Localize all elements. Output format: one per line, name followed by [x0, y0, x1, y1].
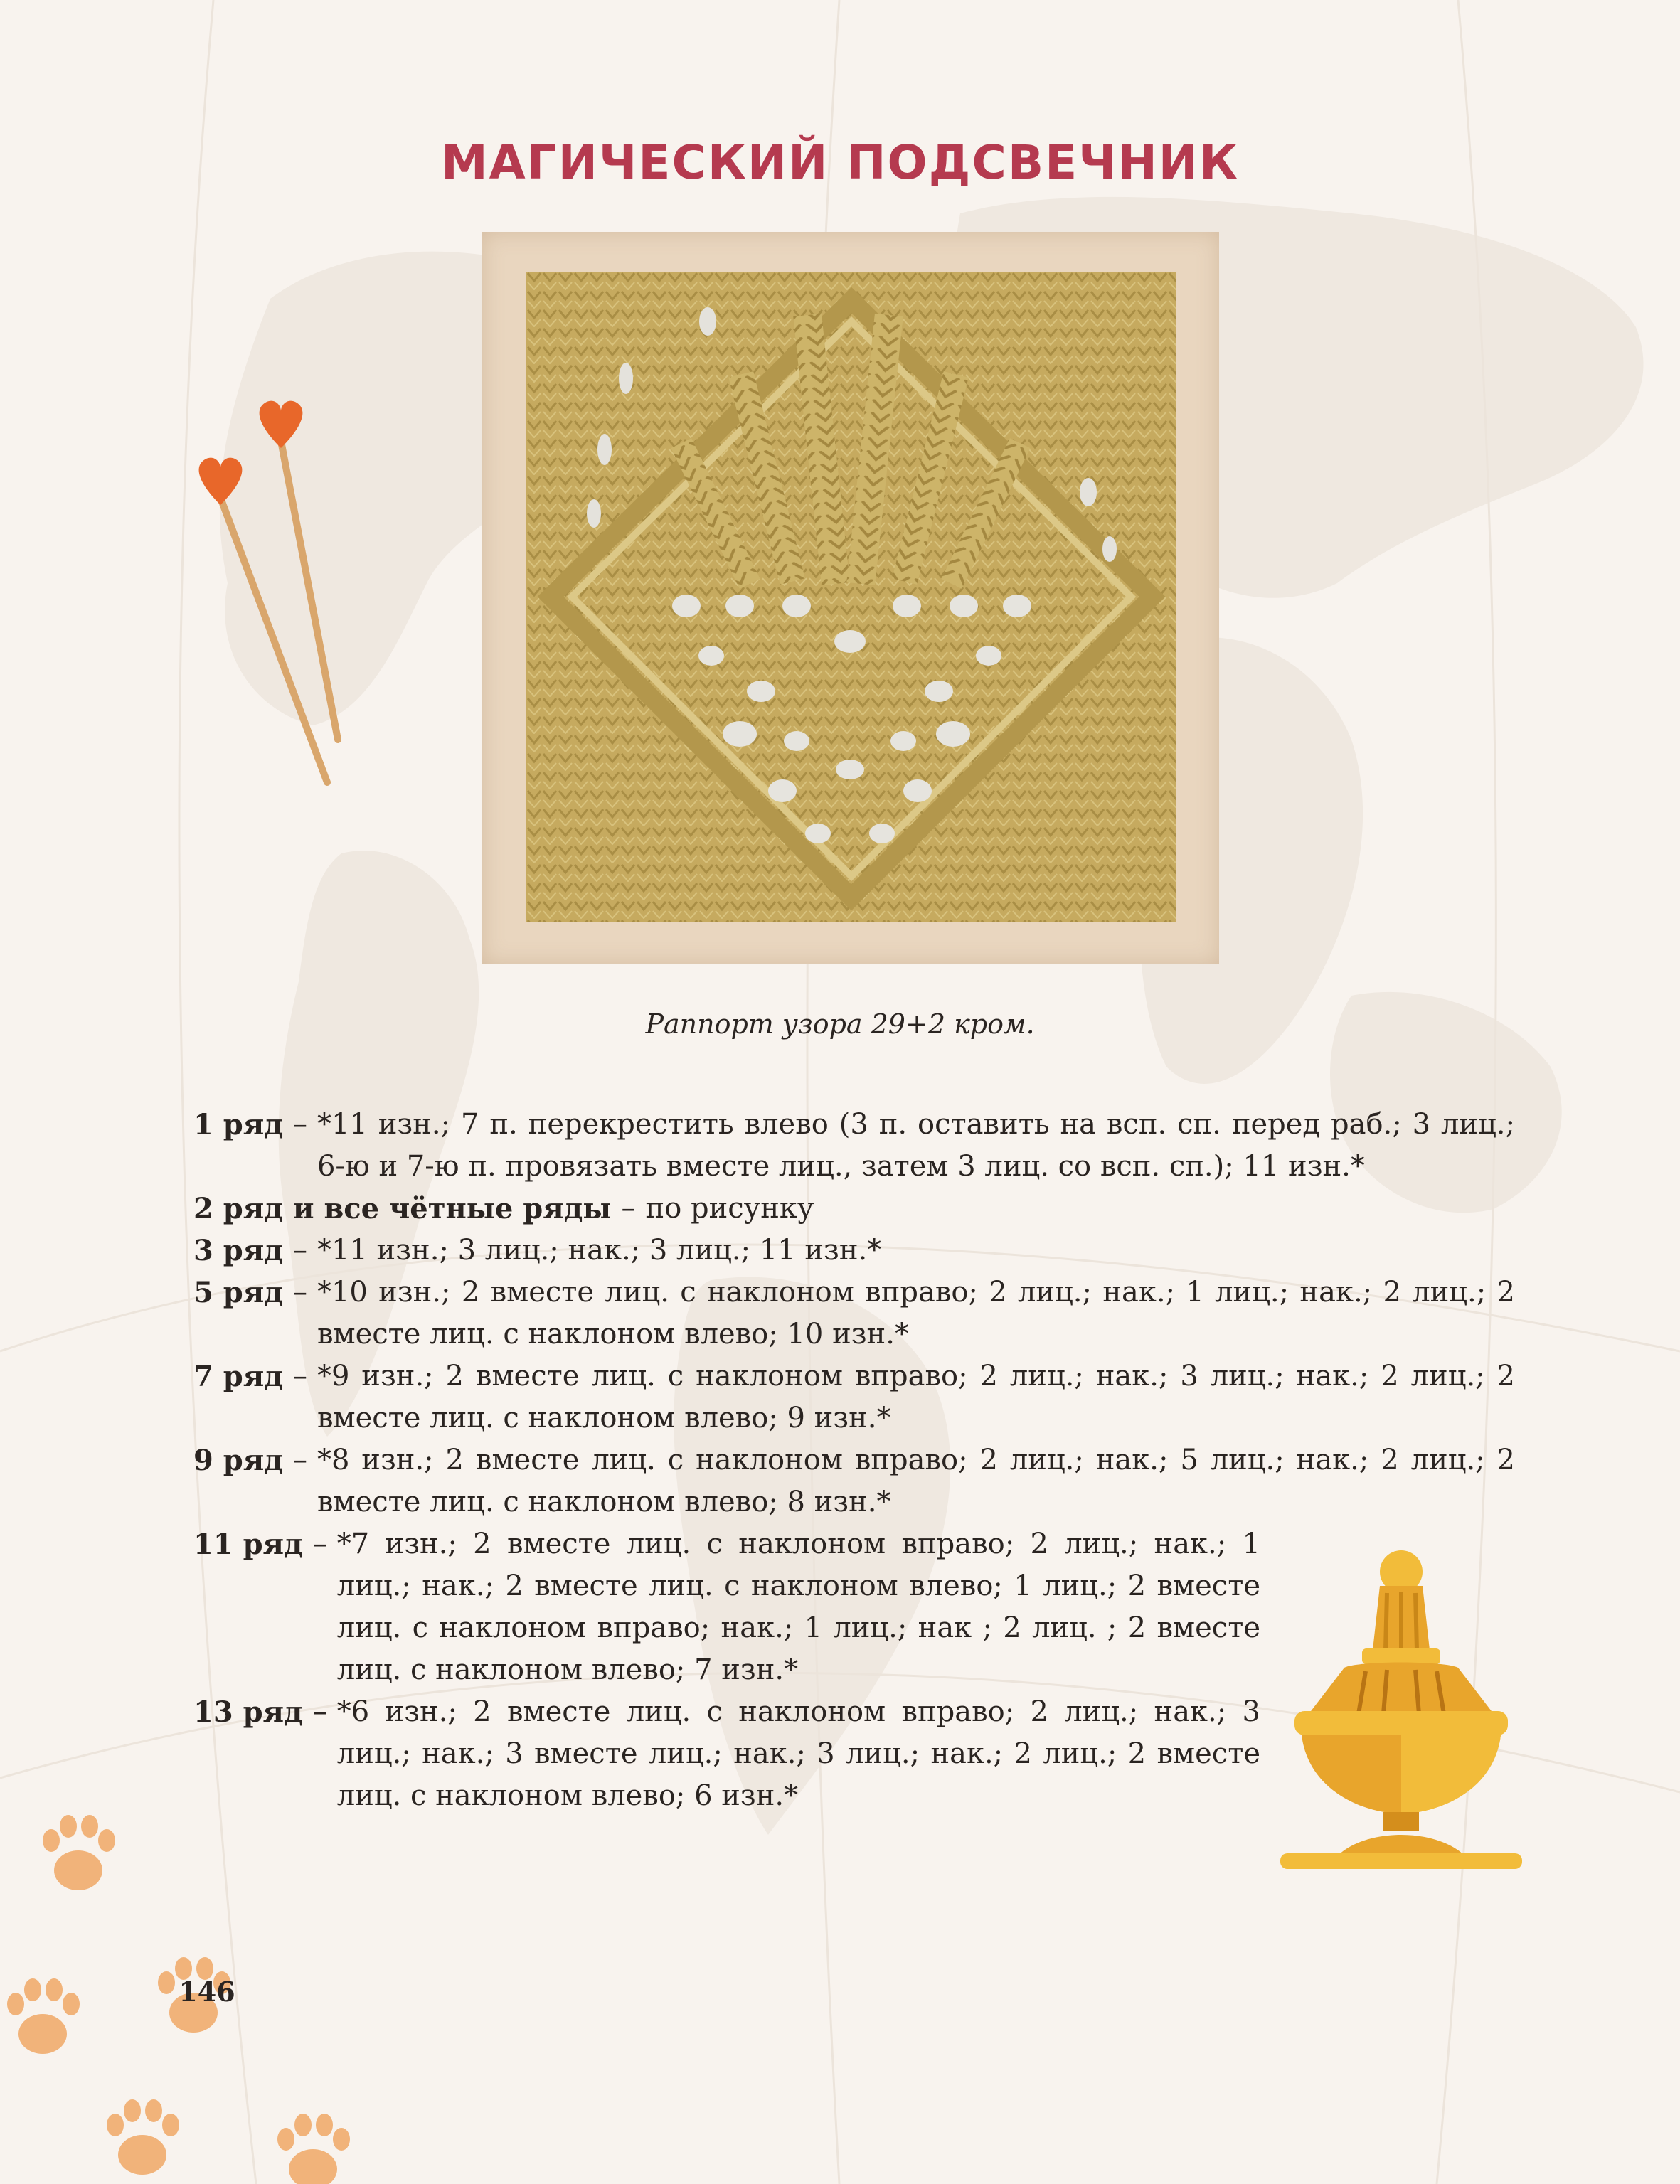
- row-dash: –: [292, 1444, 307, 1476]
- row-dash: –: [312, 1528, 327, 1560]
- row-label: 3 ряд: [193, 1234, 283, 1267]
- row-label: 9 ряд: [193, 1444, 283, 1477]
- oil-lamp-icon: [1280, 1543, 1522, 1877]
- instruction-row: [193, 1439, 1515, 1523]
- knitted-swatch-photo: [526, 272, 1176, 922]
- row-label: 2 ряд и все чётные ряды: [193, 1192, 612, 1225]
- row-dash: –: [312, 1695, 327, 1728]
- row-dash: –: [292, 1360, 307, 1392]
- row-label: 11 ряд: [193, 1528, 303, 1561]
- row-text: *9 изн.; 2 вместе лиц. с наклоном вправо; 2 лиц.; нак.; 3 лиц.; нак.; 2 лиц.; 2 вместе лиц. с наклоном влево; 9 изн.*: [317, 1360, 1515, 1434]
- row-text: *7 изн.; 2 вместе лиц. с наклоном вправо; 2 лиц.; нак.; 1 лиц.; нак.; 2 вместе лиц. с наклоном влево; 1 лиц.; 2 вместе лиц. с наклоном вправо; нак.; 1 лиц.; нак ; 2 лиц. ; 2 вместе лиц. с наклоном влево; 7 изн.*: [336, 1528, 1260, 1686]
- row-label: 1 ряд: [193, 1108, 283, 1141]
- row-dash: –: [621, 1192, 636, 1225]
- row-label: 5 ряд: [193, 1276, 283, 1309]
- row-dash: –: [292, 1234, 307, 1267]
- page-number: 146: [179, 1976, 235, 2008]
- instruction-row: [193, 1188, 1515, 1230]
- instruction-row: [193, 1230, 1515, 1272]
- row-text: по рисунку: [645, 1192, 814, 1225]
- row-label: 13 ряд: [193, 1695, 303, 1729]
- knitting-needles-icon: [178, 398, 356, 797]
- row-text: *10 изн.; 2 вместе лиц. с наклоном вправо; 2 лиц.; нак.; 1 лиц.; нак.; 2 лиц.; 2 вместе лиц. с наклоном влево; 10 изн.*: [317, 1276, 1515, 1351]
- row-label: 7 ряд: [193, 1360, 283, 1393]
- instruction-row: [193, 1355, 1515, 1439]
- row-text: *6 изн.; 2 вместе лиц. с наклоном вправо; 2 лиц.; нак.; 3 лиц.; нак.; 3 вместе лиц.; нак.; 3 лиц.; нак.; 2 лиц.; 2 вместе лиц. с наклоном влево; 6 изн.*: [336, 1695, 1260, 1812]
- pattern-repeat-caption: Раппорт узора 29+2 кром.: [645, 1008, 1035, 1040]
- page-title: МАГИЧЕСКИЙ ПОДСВЕЧНИК: [440, 135, 1239, 190]
- swatch-photo-frame: [482, 232, 1219, 964]
- instruction-row: [193, 1523, 1260, 1691]
- row-text: *11 изн.; 3 лиц.; нак.; 3 лиц.; 11 изн.*: [317, 1234, 882, 1267]
- row-text: *8 изн.; 2 вместе лиц. с наклоном вправо; 2 лиц.; нак.; 5 лиц.; нак.; 2 лиц.; 2 вместе лиц. с наклоном влево; 8 изн.*: [317, 1444, 1515, 1518]
- row-text: *11 изн.; 7 п. перекрестить влево (3 п. оставить на всп. сп. перед раб.; 3 лиц.; 6-ю и 7-ю п. провязать вместе лиц., затем 3 лиц. со всп. сп.); 11 изн.*: [317, 1108, 1515, 1183]
- instruction-row: [193, 1104, 1515, 1188]
- row-dash: –: [292, 1108, 307, 1141]
- row-dash: –: [292, 1276, 307, 1309]
- instruction-row: [193, 1272, 1515, 1355]
